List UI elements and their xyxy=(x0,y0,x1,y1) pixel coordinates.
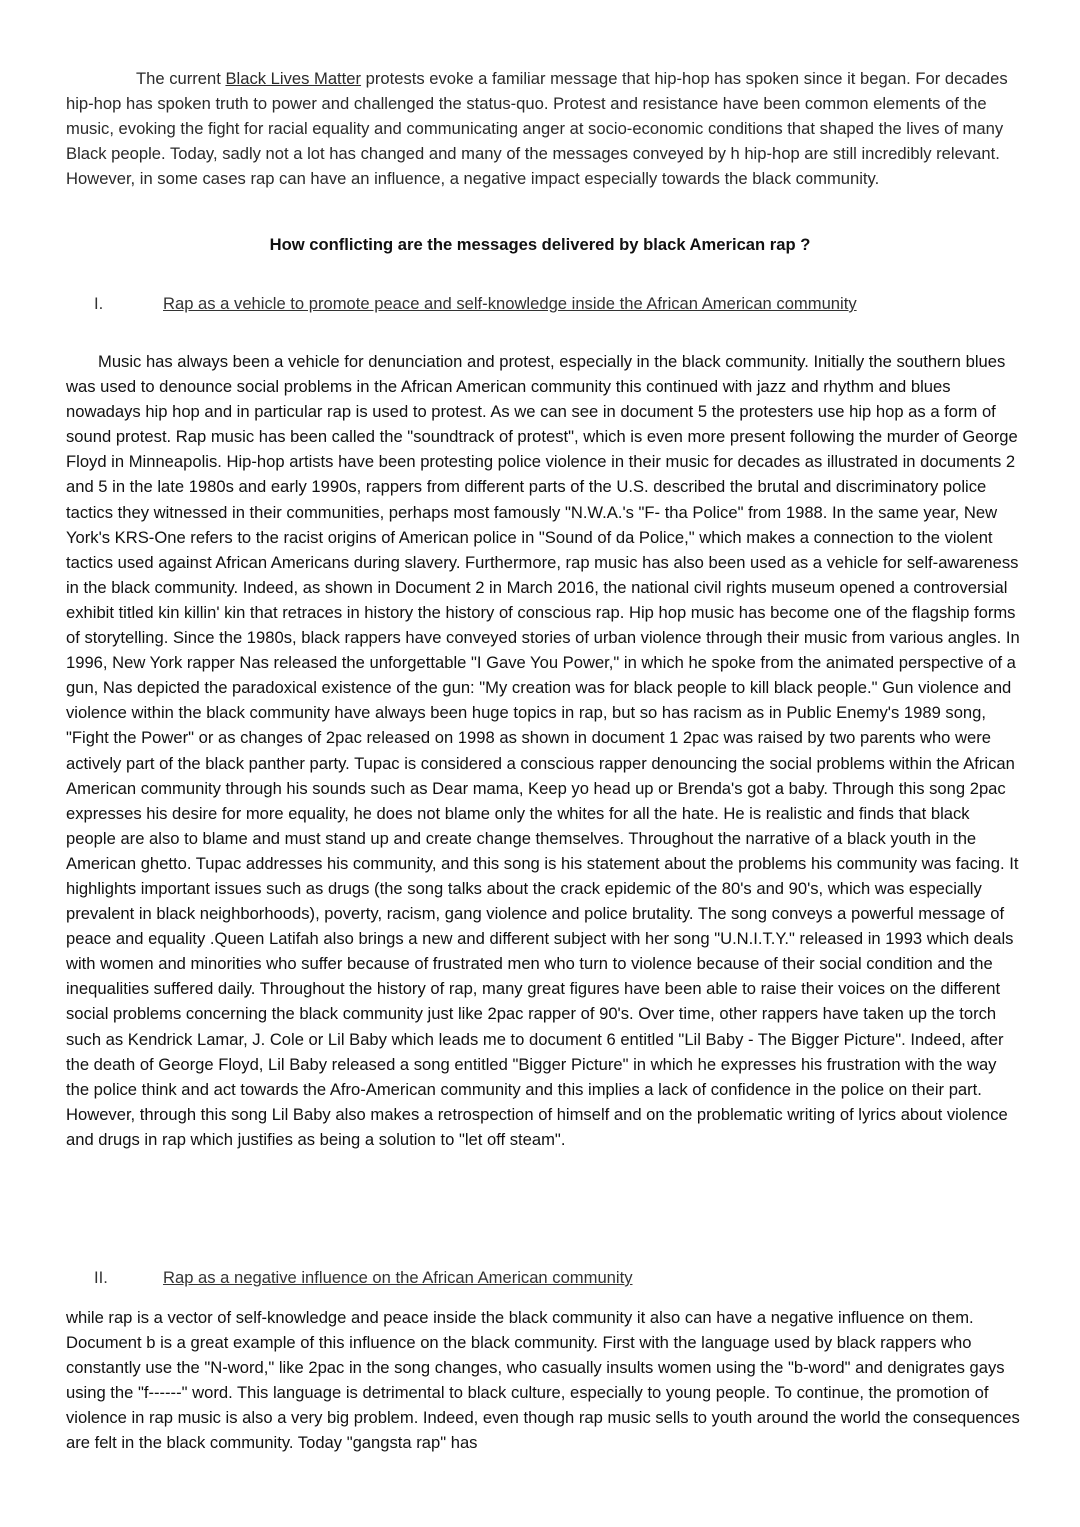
research-question: How conflicting are the messages delivered by black American rap ? xyxy=(269,235,811,254)
intro-paragraph xyxy=(66,66,1022,191)
intro-text-start: The current xyxy=(136,69,226,88)
section-2-body: while rap is a vector of self-knowledge and peace inside the black community it also can have a negative influence on them. Document b is a great example of this influence on the black community. First with the language used by black rappers who constantly use the "N-word," like 2pac in the song changes, who casually insults women using the "b-word" and denigrates gays using the "f------" word. This language is detrimental to black culture, especially to young people. To continue, the promotion of violence in rap music is also a very big problem. Indeed, even though rap music sells to youth around the world the consequences are felt in the black community. Today "gangsta rap" has xyxy=(66,1308,1020,1453)
section-2-number: II. xyxy=(94,1268,108,1287)
section-1-body: Music has always been a vehicle for denunciation and protest, especially in the black community. Initially the southern blues was used to denounce social problems in the African American community this continued with jazz and rhythm and blues nowadays hip hop and in particular rap is used to protest. As we can see in document 5 the protesters use hip hop as a form of sound protest. Rap music has been called the "soundtrack of protest", which is even more present following the murder of George Floyd in Minneapolis. Hip-hop artists have been protesting police violence in their music for decades as illustrated in documents 2 and 5 in the late 1980s and early 1990s, rappers from different parts of the U.S. described the brutal and discriminatory police tactics they witnessed in their communities, perhaps most famously "N.W.A.'s "F- tha Police" from 1988. In the same year, New York's KRS-One refers to the racist origins of American police in "Sound of da Police," which makes a connection to the violent tactics used against African Americans during slavery. Furthermore, rap music has also been used as a vehicle for self-awareness in the black community. Indeed, as shown in Document 2 in March 2016, the national civil rights museum opened a controversial exhibit titled kin killin' kin that retraces in history the history of conscious rap. Hip hop music has become one of the flagship forms of storytelling. Since the 1980s, black rappers have conveyed stories of urban violence through their music from various angles. In 1996, New York rapper Nas released the unforgettable "I Gave You Power," in which he spoke from the animated perspective of a gun, Nas depicted the paradoxical existence of the gun: "My creation was for black people to kill black people." Gun violence and violence within the black community have always been huge topics in rap, but so has racism as in Public Enemy's 1989 song, "Fight the Power" or as changes of 2pac released on 1998 as shown in document 1 2pac was raised by two parents who were actively part of the black panther party. Tupac is considered a conscious rapper denouncing the social problems within the African American community through his sounds such as Dear mama, Keep yo head up or Brenda's got a baby. Through this song 2pac expresses his desire for more equality, he does not blame only the whites for all the hate. He is realistic and finds that black people are also to blame and must stand up and create change themselves. Throughout the narrative of a black youth in the American ghetto. Tupac addresses his community, and this song is his statement about the problems his community was facing. It highlights important issues such as drugs (the song talks about the crack epidemic of the 80's and 90's, which was especially prevalent in black neighborhoods), poverty, racism, gang violence and police brutality. The song conveys a powerful message of peace and equality .Queen Latifah also brings a new and different subject with her song "U.N.I.T.Y." released in 1993 which deals with women and minorities who suffer because of frustrated men who turn to violence because of their social condition and the inequalities suffered daily. Throughout the history of rap, many great figures have been able to raise their voices on the different social problems concerning the black community just like 2pac rapper of 90's. Over time, other rappers have taken up the torch such as Kendrick Lamar, J. Cole or Lil Baby which leads me to document 6 entitled "Lil Baby - The Bigger Picture". Indeed, after the death of George Floyd, Lil Baby released a song entitled "Bigger Picture" in which he expresses his frustration with the way the police think and act towards the Afro-American community and this implies a lack of confidence in the police on their part. However, through this song Lil Baby also makes a retrospection of himself and on the problematic writing of lyrics about violence and drugs in rap which justifies as being a solution to "let off steam". xyxy=(66,352,1020,1149)
section-2-title: Rap as a negative influence on the African American community xyxy=(163,1268,633,1287)
section-1-title: Rap as a vehicle to promote peace and self-knowledge inside the African American community xyxy=(163,294,857,313)
intro-text-rest: protests evoke a familiar message that hip-hop has spoken since it began. For decades hip-hop has spoken truth to power and challenged the status-quo. Protest and resistance have been common elements of the music, evoking the fight for racial equality and communicating anger at socio-economic conditions that shaped the lives of many Black people. Today, sadly not a lot has changed and many of the messages conveyed by h hip-hop are still incredibly relevant. However, in some cases rap can have an influence, a negative impact especially towards the black community. xyxy=(66,69,1008,189)
section-1-number: I. xyxy=(94,294,104,313)
black-lives-matter-link[interactable]: Black Lives Matter xyxy=(225,69,362,88)
